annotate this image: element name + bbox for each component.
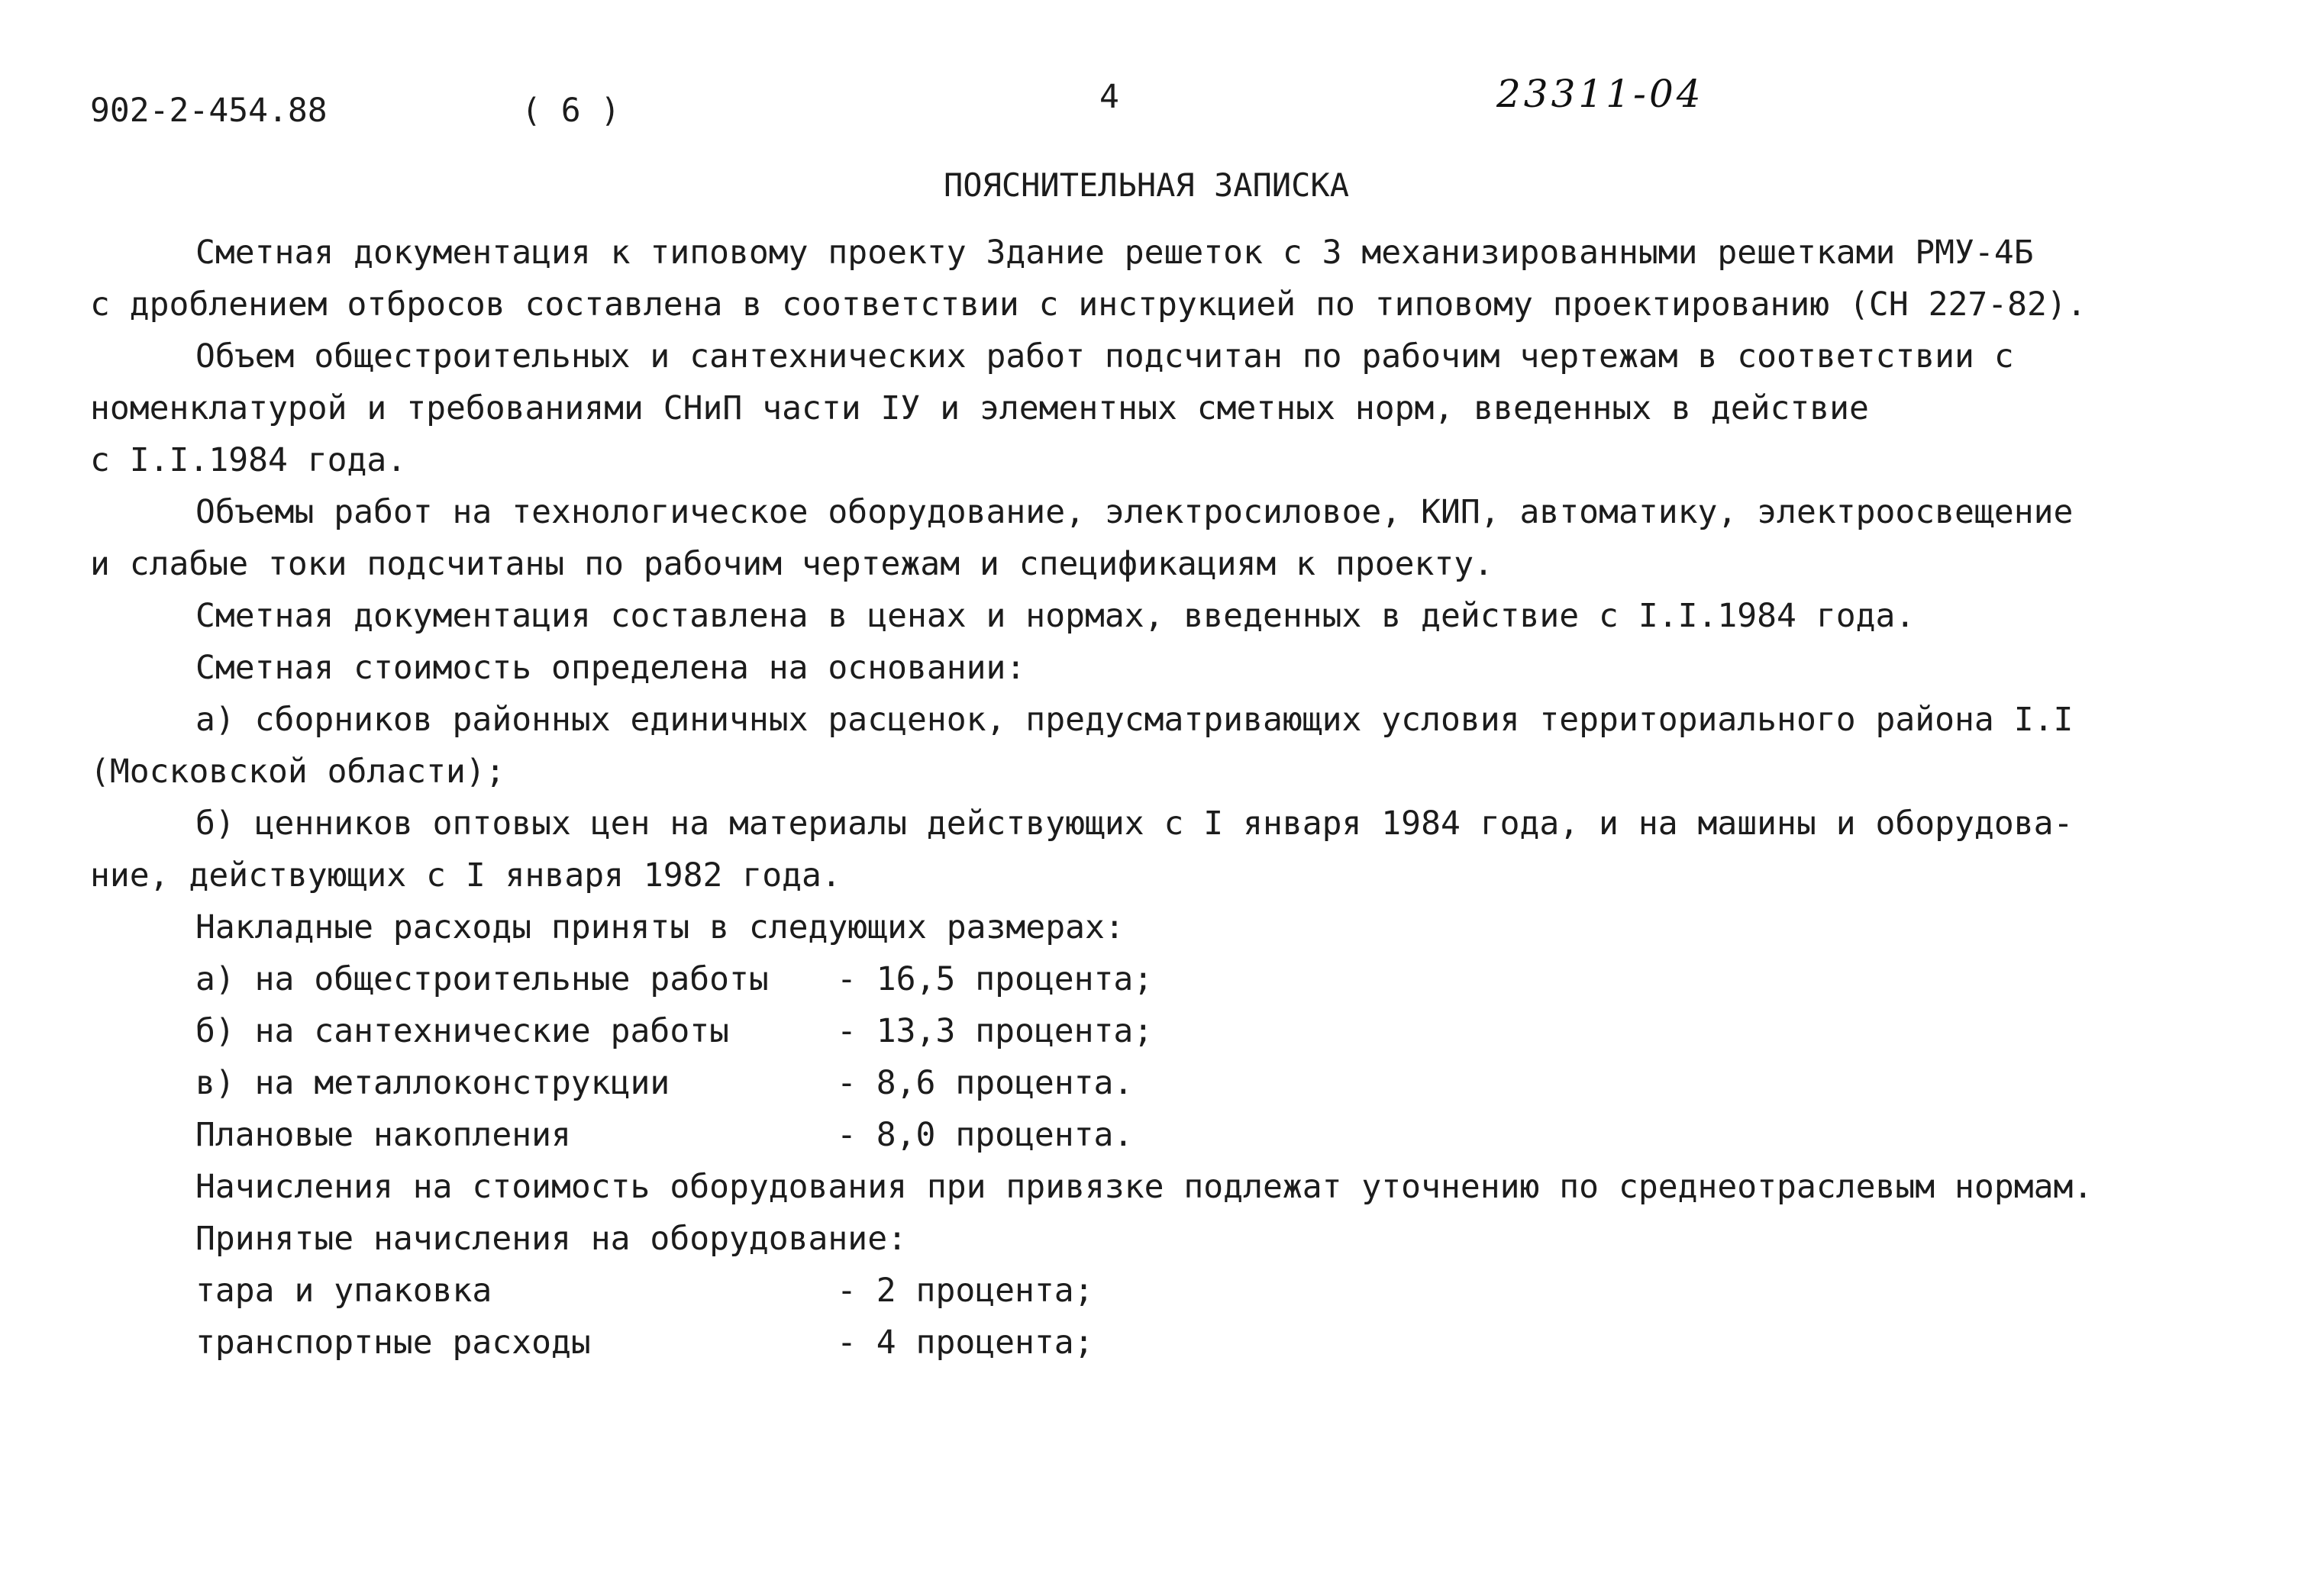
paragraph-line: номенклатурой и требованиями СНиП части IУ и элементных сметных норм, введенных в действие bbox=[90, 389, 1869, 427]
page-number: 4 bbox=[1099, 78, 1119, 116]
equipment-intro: Принятые начисления на оборудование: bbox=[195, 1220, 907, 1258]
paragraph-line: Сметная документация составлена в ценах и нормах, введенных в действие с I.I.1984 года. bbox=[195, 597, 1916, 635]
paragraph-line: Объем общестроительных и сантехнических работ подсчитан по рабочим чертежам в соответствии с bbox=[195, 337, 2014, 376]
overhead-value: - 8,6 процента. bbox=[837, 1064, 1134, 1102]
overhead-row bbox=[195, 1012, 1154, 1050]
equipment-note: Начисления на стоимость оборудования при привязке подлежат уточнению по среднеотраслевым нормам. bbox=[195, 1168, 2093, 1206]
document-code: 902-2-454.88 bbox=[90, 92, 328, 130]
equipment-label: тара и упаковка bbox=[195, 1272, 492, 1310]
list-item: а) сборников районных единичных расценок, предусматривающих условия территориального района I.I bbox=[195, 701, 2074, 739]
overhead-row bbox=[195, 1064, 1134, 1102]
page-title: ПОЯСНИТЕЛЬНАЯ ЗАПИСКА bbox=[944, 166, 1350, 204]
inventory-number: 23311-04 bbox=[1496, 72, 1704, 116]
paragraph-line: Объемы работ на технологическое оборудование, электросиловое, КИП, автоматику, электроосвещение bbox=[195, 493, 2074, 531]
paragraph-line: ние, действующих с I января 1982 года. bbox=[90, 856, 841, 895]
equipment-row bbox=[195, 1272, 1094, 1310]
paragraph-line: и слабые токи подсчитаны по рабочим чертежам и спецификациям к проекту. bbox=[90, 545, 1494, 583]
equipment-value: - 4 процента; bbox=[837, 1324, 1094, 1362]
paragraph-line: Сметная документация к типовому проекту Здание решеток с 3 механизированными решетками РМУ-4Б bbox=[195, 234, 2034, 272]
equipment-label: транспортные расходы bbox=[195, 1324, 591, 1362]
overhead-value: - 8,0 процента. bbox=[837, 1116, 1134, 1154]
overhead-value: - 16,5 процента; bbox=[837, 960, 1154, 998]
paragraph-line: с дроблением отбросов составлена в соответствии с инструкцией по типовому проектированию (СН 227-82). bbox=[90, 285, 2087, 324]
overhead-label: а) на общестроительные работы bbox=[195, 960, 769, 998]
paragraph-line: (Московской области); bbox=[90, 753, 505, 791]
overhead-value: - 13,3 процента; bbox=[837, 1012, 1154, 1050]
paragraph-line: с I.I.1984 года. bbox=[90, 441, 407, 479]
equipment-row bbox=[195, 1324, 1094, 1362]
overhead-label: Плановые накопления bbox=[195, 1116, 571, 1154]
list-item: б) ценников оптовых цен на материалы действующих с I января 1984 года, и на машины и оборудова- bbox=[195, 804, 2074, 843]
equipment-value: - 2 процента; bbox=[837, 1272, 1094, 1310]
paragraph-line: Сметная стоимость определена на основании: bbox=[195, 649, 1026, 687]
overhead-label: б) на сантехнические работы bbox=[195, 1012, 729, 1050]
sheet-mark: ( 6 ) bbox=[521, 92, 621, 130]
overhead-intro: Накладные расходы приняты в следующих размерах: bbox=[195, 908, 1125, 946]
overhead-row bbox=[195, 960, 1154, 998]
overhead-row bbox=[195, 1116, 1134, 1154]
overhead-label: в) на металлоконструкции bbox=[195, 1064, 670, 1102]
